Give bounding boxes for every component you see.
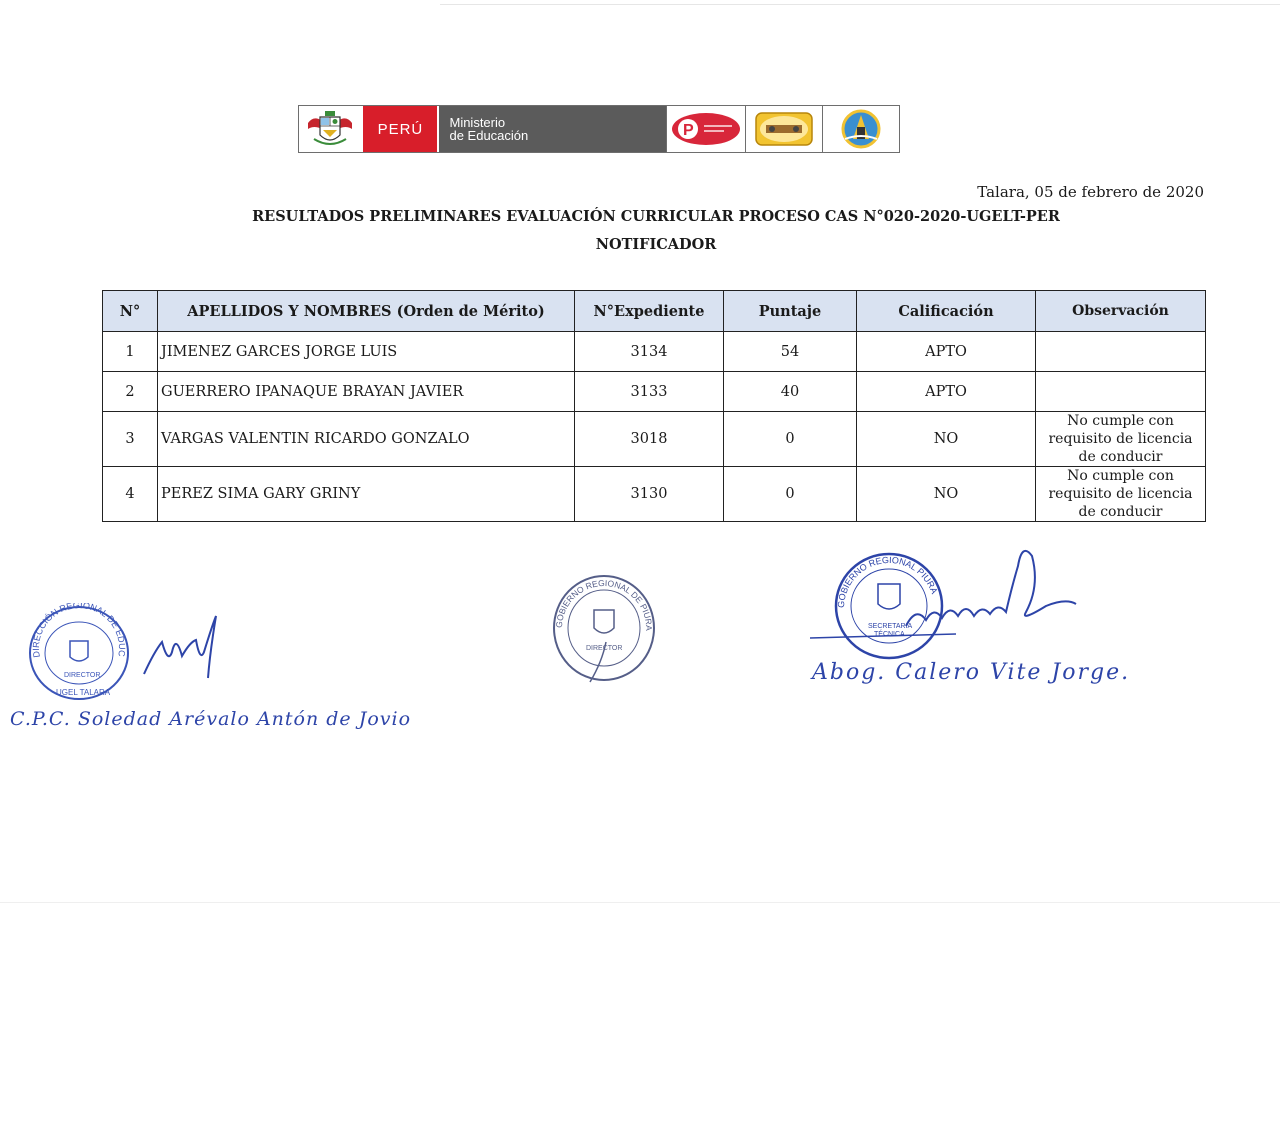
observation: No cumple con requisito de licencia de conducir: [1036, 412, 1206, 467]
candidate-name: VARGAS VALENTIN RICARDO GONZALO: [158, 412, 575, 467]
observation: No cumple con requisito de licencia de conducir: [1036, 467, 1206, 522]
ministry-line-1: Ministerio: [449, 115, 506, 130]
peru-brand-label: PERÚ: [361, 106, 437, 152]
left-stamp-role: DIRECTOR: [64, 672, 101, 679]
svg-text:DIRECCIÓN REGIONAL DE EDUCACIÓ: DIRECCIÓN REGIONAL DE EDUC: [30, 603, 128, 659]
right-signature-scribble: [806, 546, 1086, 650]
table-row: [103, 372, 1206, 412]
svg-text:SECRETARIA: SECRETARIA: [868, 623, 913, 630]
column-header-puntaje: Puntaje: [724, 291, 857, 332]
column-header-expediente: N°Expediente: [575, 291, 724, 332]
ugel-talara-emblem-icon: [822, 106, 899, 152]
table-header-row: [103, 291, 1206, 332]
document-title: RESULTADOS PRELIMINARES EVALUACIÓN CURRICULAR PROCESO CAS N°020-2020-UGELT-PER: [252, 208, 1060, 225]
qualification: NO: [857, 412, 1036, 467]
scan-line-top: [440, 4, 1280, 5]
score: 54: [724, 332, 857, 372]
observation: [1036, 332, 1206, 372]
expediente-number: 3133: [575, 372, 724, 412]
candidate-name: PEREZ SIMA GARY GRINY: [158, 467, 575, 522]
document-subtitle: NOTIFICADOR: [595, 236, 717, 253]
scan-line-bottom: [0, 902, 1280, 903]
center-stamp-role: DIRECTOR: [586, 645, 623, 652]
table-row: [103, 412, 1206, 467]
left-signature-scribble: [140, 612, 230, 686]
candidate-name: JIMENEZ GARCES JORGE LUIS: [158, 332, 575, 372]
table-row: [103, 467, 1206, 522]
left-official-stamp: [26, 603, 132, 703]
ministry-line-2: de Educación: [449, 128, 529, 143]
candidate-name: GUERRERO IPANAQUE BRAYAN JAVIER: [158, 372, 575, 412]
left-signer-name: C.P.C. Soledad Arévalo Antón de Jovio: [10, 708, 412, 730]
row-number: 3: [103, 412, 158, 467]
expediente-number: 3130: [575, 467, 724, 522]
regional-emblem-icon: [745, 106, 822, 152]
score: 0: [724, 412, 857, 467]
column-header-observacion: Observación: [1036, 291, 1206, 332]
row-number: 2: [103, 372, 158, 412]
observation: [1036, 372, 1206, 412]
document-date: Talara, 05 de febrero de 2020: [977, 183, 1204, 201]
expediente-number: 3018: [575, 412, 724, 467]
score: 40: [724, 372, 857, 412]
right-signer-name: Abog. Calero Vite Jorge.: [812, 660, 1131, 685]
results-table: [102, 290, 1206, 522]
center-official-stamp: [550, 572, 658, 684]
expediente-number: 3134: [575, 332, 724, 372]
svg-text:UGEL TALARA: UGEL TALARA: [56, 688, 111, 697]
svg-text:GOBIERNO REGIONAL DE PIURA: GOBIERNO REGIONAL DE PIURA: [553, 577, 655, 631]
svg-text:GOBIERNO REGIONAL PIURA: GOBIERNO REGIONAL PIURA: [835, 554, 940, 609]
row-number: 1: [103, 332, 158, 372]
institution-logo-strip: [298, 105, 900, 153]
svg-text:TÉCNICA: TÉCNICA: [874, 631, 905, 638]
svg-text:P: P: [682, 122, 694, 139]
table-row: [103, 332, 1206, 372]
column-header-number: N°: [103, 291, 158, 332]
pronabec-logo-icon: [666, 106, 745, 152]
row-number: 4: [103, 467, 158, 522]
qualification: NO: [857, 467, 1036, 522]
ministry-brand-label: [437, 106, 665, 152]
score: 0: [724, 467, 857, 522]
column-header-calificacion: Calificación: [857, 291, 1036, 332]
qualification: APTO: [857, 372, 1036, 412]
qualification: APTO: [857, 332, 1036, 372]
peru-coat-of-arms-icon: [299, 106, 361, 152]
column-header-name: APELLIDOS Y NOMBRES (Orden de Mérito): [158, 291, 575, 332]
